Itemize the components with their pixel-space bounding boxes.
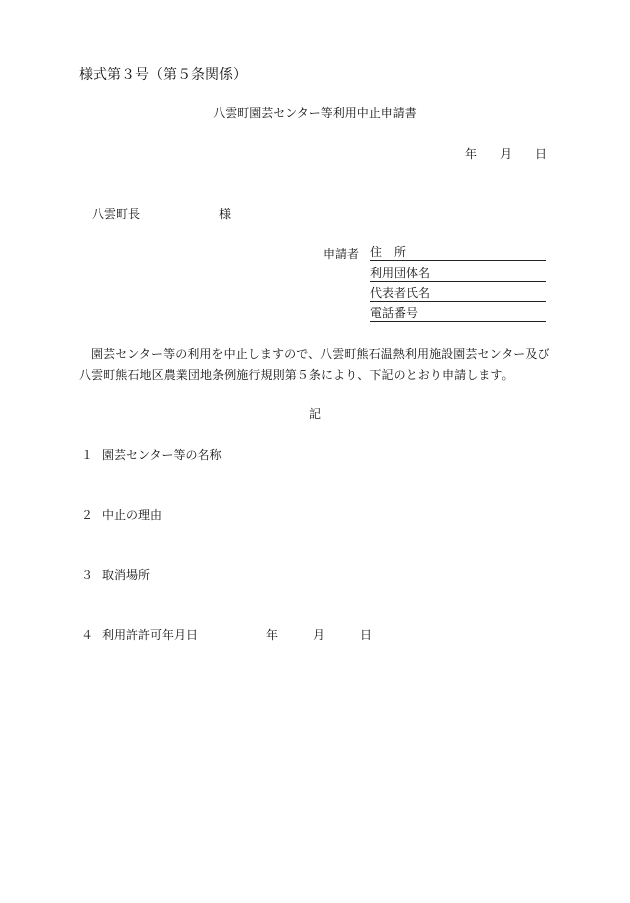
addressee-name: 八雲町長 xyxy=(92,207,141,221)
item-4-day-label: 日 xyxy=(360,628,373,642)
date-day-label: 日 xyxy=(535,147,548,161)
phone-field-label: 電話番号 xyxy=(370,306,419,320)
item-3-label: 取消場所 xyxy=(102,568,151,582)
item-4-label: 利用許許可年月日 xyxy=(102,628,199,642)
item-1-number: １ xyxy=(81,448,94,462)
item-4-month-label: 月 xyxy=(313,628,326,642)
body-paragraph: 園芸センター等の利用を中止しますので、八雲町熊石温熱利用施設園芸センター及び八雲町熊石地区農業団地条例施行規則第５条により、下記のとおり申請します。 xyxy=(79,347,550,382)
group-name-field-label: 利用団体名 xyxy=(370,266,431,280)
date-month-label: 月 xyxy=(500,147,513,161)
item-2-number: ２ xyxy=(81,508,94,522)
applicant-label: 申請者 xyxy=(323,247,360,261)
group-name-field[interactable] xyxy=(370,266,546,282)
document-title: 八雲町園芸センター等利用中止申請書 xyxy=(213,106,417,120)
address-field[interactable] xyxy=(370,245,546,261)
representative-field-label: 代表者氏名 xyxy=(370,286,431,300)
item-4-number: ４ xyxy=(81,628,94,642)
addressee-honorific: 様 xyxy=(219,207,232,221)
item-3-number: ３ xyxy=(81,568,94,582)
address-field-label: 住 所 xyxy=(370,245,407,259)
form-number: 様式第３号（第５条関係） xyxy=(79,67,247,83)
date-year-label: 年 xyxy=(465,147,478,161)
item-4-year-label: 年 xyxy=(266,628,279,642)
representative-field[interactable] xyxy=(370,286,546,302)
item-2-label: 中止の理由 xyxy=(102,508,163,522)
item-1-label: 園芸センター等の名称 xyxy=(102,448,222,462)
ki-heading: 記 xyxy=(308,407,321,421)
phone-field[interactable] xyxy=(370,306,546,322)
